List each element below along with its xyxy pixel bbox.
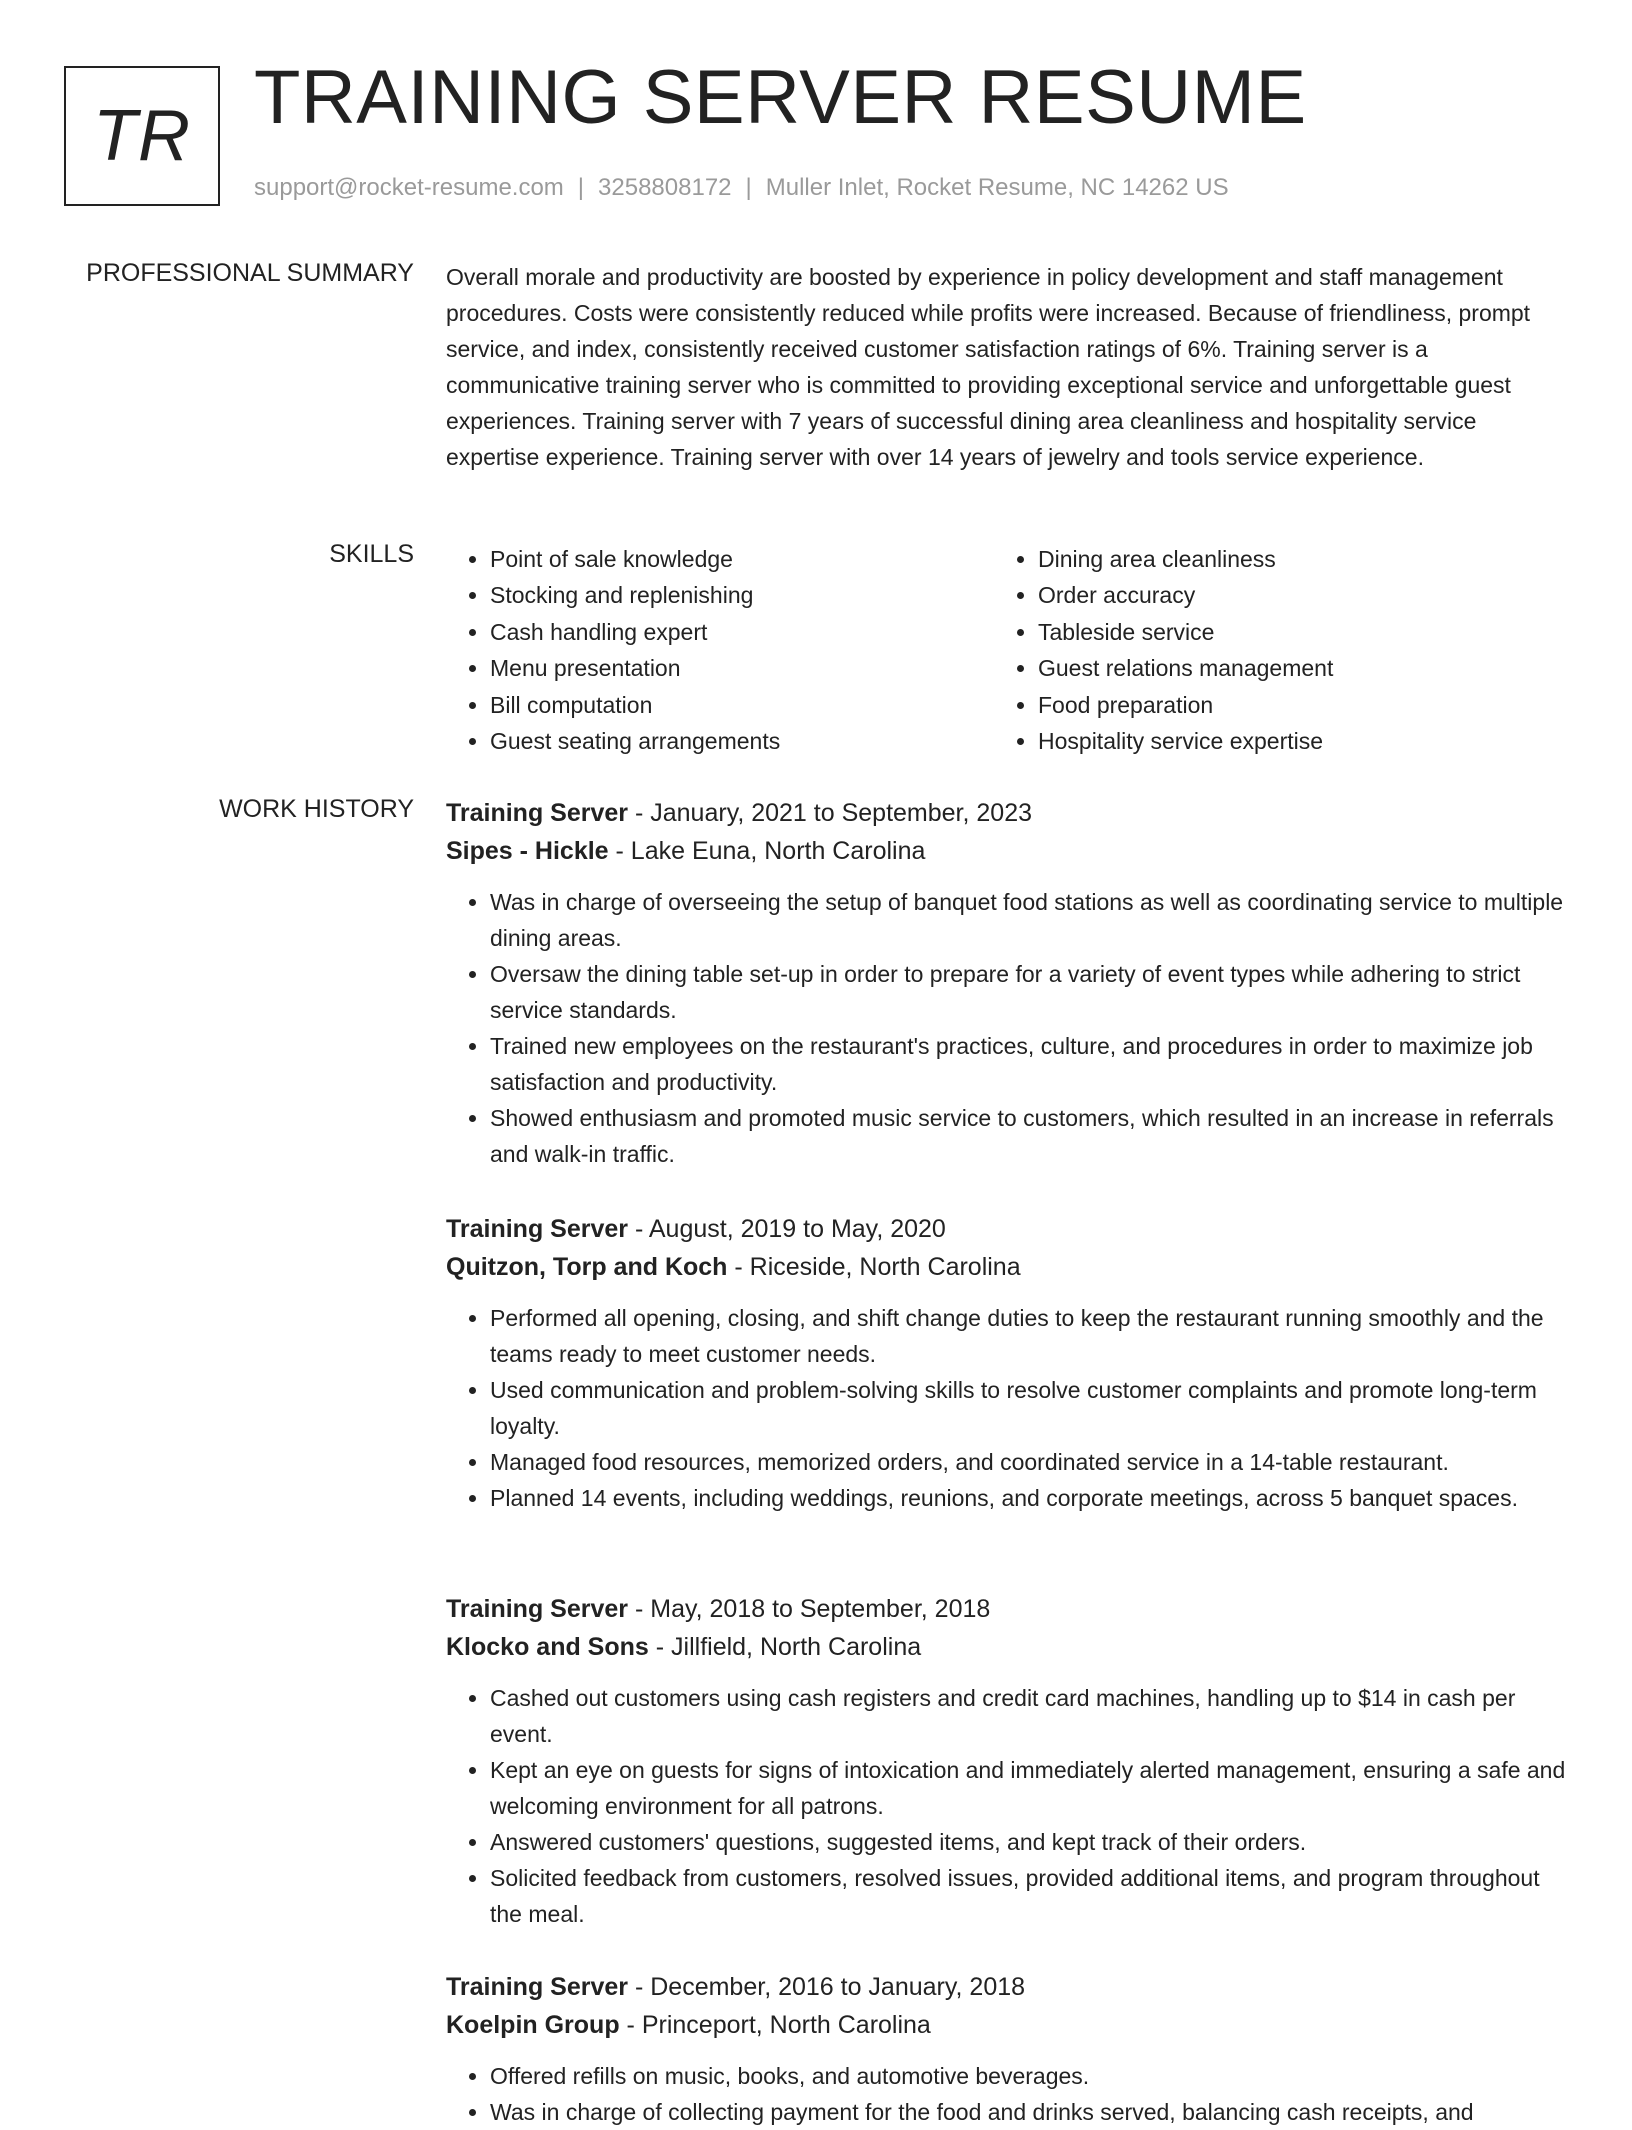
job-company-line — [446, 1628, 1566, 1666]
job-title: Training Server — [446, 1973, 629, 2001]
job-entry — [446, 1590, 1566, 1932]
contact-separator: | — [577, 174, 585, 201]
job-location: - Princeport, North Carolina — [619, 2011, 931, 2039]
job-title: Training Server — [446, 799, 629, 827]
job-bullet: • Cashed out customers using cash registers and credit card machines, handling up to $14 in cash per event. — [490, 1680, 1566, 1752]
job-bullet: • Performed all opening, closing, and shift change duties to keep the restaurant running smoothly and the teams ready to meet customer needs. — [490, 1300, 1566, 1372]
job-title-line — [446, 1590, 1566, 1628]
skill-item: • Bill computation — [490, 687, 994, 723]
job-bullet: • Used communication and problem-solving skills to resolve customer complaints and promote long-term loyalty. — [490, 1372, 1566, 1444]
contact-separator: | — [745, 174, 752, 201]
job-bullet: • Planned 14 events, including weddings, reunions, and corporate meetings, across 5 banquet spaces. — [490, 1480, 1566, 1516]
job-entry — [446, 794, 1566, 1172]
skills-list — [446, 541, 1566, 759]
job-title-line — [446, 794, 1566, 832]
job-entry — [446, 1210, 1566, 1516]
section-label-summary: PROFESSIONAL SUMMARY — [86, 259, 414, 287]
job-bullets — [446, 1680, 1566, 1932]
monogram-box — [64, 66, 220, 206]
job-bullets — [446, 1300, 1566, 1516]
job-bullet: • Offered refills on music, books, and automotive beverages. — [490, 2058, 1566, 2094]
job-bullet: • Trained new employees on the restaurant's practices, culture, and procedures in order to maximize job satisfaction and productivity. — [490, 1028, 1566, 1100]
job-bullet: • Solicited feedback from customers, resolved issues, provided additional items, and program throughout the meal. — [490, 1860, 1566, 1932]
skill-item: • Guest relations management — [1038, 650, 1542, 686]
contact-line — [254, 174, 1229, 202]
job-dates: - December, 2016 to January, 2018 — [628, 1973, 1026, 2001]
skill-item: • Menu presentation — [490, 650, 994, 686]
skill-item: • Tableside service — [1038, 614, 1542, 650]
job-dates: - January, 2021 to September, 2023 — [628, 799, 1032, 827]
section-label-skills: SKILLS — [329, 540, 414, 568]
skill-item: • Order accuracy — [1038, 577, 1542, 613]
job-bullet: • Showed enthusiasm and promoted music service to customers, which resulted in an increase in referrals and walk-in traffic. — [490, 1100, 1566, 1172]
job-company-line — [446, 1248, 1566, 1286]
job-location: - Jillfield, North Carolina — [648, 1633, 922, 1661]
job-company: Sipes - Hickle — [446, 837, 609, 865]
job-bullet: • Answered customers' questions, suggested items, and kept track of their orders. — [490, 1824, 1566, 1860]
job-bullet: • Kept an eye on guests for signs of intoxication and immediately alerted management, ensuring a safe and welcoming environment for all patrons. — [490, 1752, 1566, 1824]
job-company: Quitzon, Torp and Koch — [446, 1253, 728, 1281]
job-bullets — [446, 884, 1566, 1172]
job-company: Klocko and Sons — [446, 1633, 649, 1661]
job-bullets — [446, 2058, 1566, 2130]
job-bullet: • Was in charge of collecting payment for the food and drinks served, balancing cash receipts, and — [490, 2094, 1566, 2130]
job-location: - Lake Euna, North Carolina — [608, 837, 926, 865]
skill-item: • Hospitality service expertise — [1038, 723, 1542, 759]
summary-text: Overall morale and productivity are boosted by experience in policy development and staff management procedures. Costs were consistently reduced while profits were increased. Because of friendliness, prompt service, and index, consistently received customer satisfaction ratings of 6%. Training server is a communicative training server who is committed to providing exceptional service and unforgettable guest experiences. Training server with 7 years of successful dining area cleanliness and hospitality service expertise experience. Training server with over 14 years of jewelry and tools service experience. — [446, 264, 1531, 470]
skill-item: • Guest seating arrangements — [490, 723, 994, 759]
skill-item: • Food preparation — [1038, 687, 1542, 723]
contact-phone: 3258808172 — [598, 174, 732, 201]
skills-column-right — [994, 541, 1542, 759]
monogram-initials: TR — [93, 96, 191, 176]
contact-email: support@rocket-resume.com — [254, 174, 564, 201]
skill-item: • Cash handling expert — [490, 614, 994, 650]
job-location: - Riceside, North Carolina — [727, 1253, 1021, 1281]
job-bullet: • Managed food resources, memorized orders, and coordinated service in a 14-table restaurant. — [490, 1444, 1566, 1480]
job-title: Training Server — [446, 1215, 629, 1243]
skill-item: • Dining area cleanliness — [1038, 541, 1542, 577]
skills-column-left — [446, 541, 994, 759]
job-dates: - May, 2018 to September, 2018 — [628, 1595, 991, 1623]
contact-address: Muller Inlet, Rocket Resume, NC 14262 US — [765, 174, 1229, 201]
skill-item: • Point of sale knowledge — [490, 541, 994, 577]
job-company-line — [446, 832, 1566, 870]
resume-title: TRAINING SERVER RESUME — [254, 55, 1307, 140]
job-company: Koelpin Group — [446, 2011, 620, 2039]
job-bullet: • Was in charge of overseeing the setup of banquet food stations as well as coordinating service to multiple dining areas. — [490, 884, 1566, 956]
job-title-line — [446, 1210, 1566, 1248]
job-title: Training Server — [446, 1595, 629, 1623]
job-bullet: • Oversaw the dining table set-up in order to prepare for a variety of event types while adhering to strict service standards. — [490, 956, 1566, 1028]
job-title-line — [446, 1968, 1566, 2006]
job-dates: - August, 2019 to May, 2020 — [628, 1215, 946, 1243]
job-entry — [446, 1968, 1566, 2130]
job-company-line — [446, 2006, 1566, 2044]
section-label-work-history: WORK HISTORY — [219, 795, 414, 823]
skill-item: • Stocking and replenishing — [490, 577, 994, 613]
